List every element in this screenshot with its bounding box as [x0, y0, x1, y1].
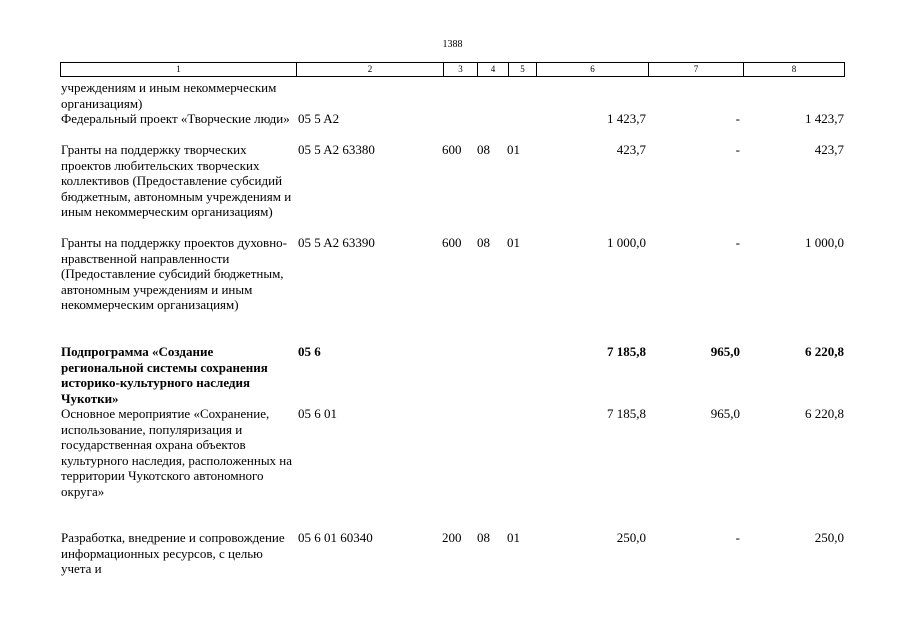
row-name: Гранты на поддержку творческих проектов любительских творческих коллективов (Предоставление субсидий бюджетным, автономным учреждениям и иным некоммерческим организациям) [61, 142, 292, 219]
row-col4: 08 [477, 235, 490, 250]
row-value-col8: 423,7 [814, 142, 844, 157]
row-col3: 200 [442, 530, 462, 545]
row-name: Разработка, внедрение и сопровождение информационных ресурсов, с целью учета и [61, 530, 285, 576]
row-col5: 01 [507, 235, 520, 250]
table-row [0, 142, 905, 235]
row-value-col6: 7 185,8 [607, 406, 646, 421]
row-code: 05 5 A2 63380 [298, 142, 375, 157]
table-row [0, 235, 905, 344]
row-code: 05 6 01 [298, 406, 337, 421]
row-col4: 08 [477, 142, 490, 157]
row-value-col7: 965,0 [710, 406, 740, 421]
table-row [0, 406, 905, 530]
header-col-5: 5 [509, 63, 537, 76]
header-col-4: 4 [478, 63, 509, 76]
header-col-1: 1 [61, 63, 297, 76]
row-value-col8: 1 000,0 [805, 235, 844, 250]
row-value-col8: 6 220,8 [805, 406, 844, 421]
row-col5: 01 [507, 142, 520, 157]
row-col3: 600 [442, 235, 462, 250]
table-row-subprogram [0, 344, 905, 406]
row-name: Основное мероприятие «Сохранение, использование, популяризация и государственная охрана объектов культурного наследия, расположенных на территории Чукотского автономного округа» [61, 406, 293, 499]
table-row [0, 80, 905, 111]
table-row [0, 111, 905, 142]
row-value-col6: 1 423,7 [607, 111, 646, 126]
row-value-col8: 1 423,7 [805, 111, 844, 126]
row-value-col7: - [735, 142, 740, 157]
row-value-col6: 1 000,0 [607, 235, 646, 250]
header-col-8: 8 [791, 64, 797, 74]
table-row [0, 530, 905, 577]
row-value-col8: 250,0 [814, 530, 844, 545]
row-value-col6: 423,7 [616, 142, 646, 157]
row-code: 05 6 01 60340 [298, 530, 373, 545]
header-col-6: 6 [537, 63, 649, 76]
header-col-7: 7 [649, 63, 744, 76]
row-value-col6: 250,0 [616, 530, 646, 545]
row-name: учреждениям и иным некоммерческим организациям) [61, 80, 277, 111]
header-col-3: 3 [444, 63, 478, 76]
row-name: Подпрограмма «Создание региональной системы сохранения историко-культурного наследия Чукотки» [61, 344, 268, 406]
table-body [0, 80, 905, 577]
row-col4: 08 [477, 530, 490, 545]
row-code: 05 5 A2 [298, 111, 340, 126]
row-value-col7: - [735, 235, 740, 250]
row-name: Федеральный проект «Творческие люди» [61, 111, 290, 126]
row-col3: 600 [442, 142, 462, 157]
row-col5: 01 [507, 530, 520, 545]
row-value-col6: 7 185,8 [607, 344, 646, 359]
header-col-2: 2 [297, 63, 444, 76]
row-name: Гранты на поддержку проектов духовно-нравственной направленности (Предоставление субсидий бюджетным, автономным учреждениям и иным некоммерческим организациям) [61, 235, 287, 312]
row-code: 05 5 A2 63390 [298, 235, 375, 250]
row-value-col7: - [735, 530, 740, 545]
row-value-col7: - [735, 111, 740, 126]
row-value-col7: 965,0 [710, 344, 740, 359]
row-code: 05 6 [298, 344, 321, 359]
page-number: 1388 [442, 39, 463, 50]
table-header [60, 62, 845, 77]
row-value-col8: 6 220,8 [805, 344, 844, 359]
